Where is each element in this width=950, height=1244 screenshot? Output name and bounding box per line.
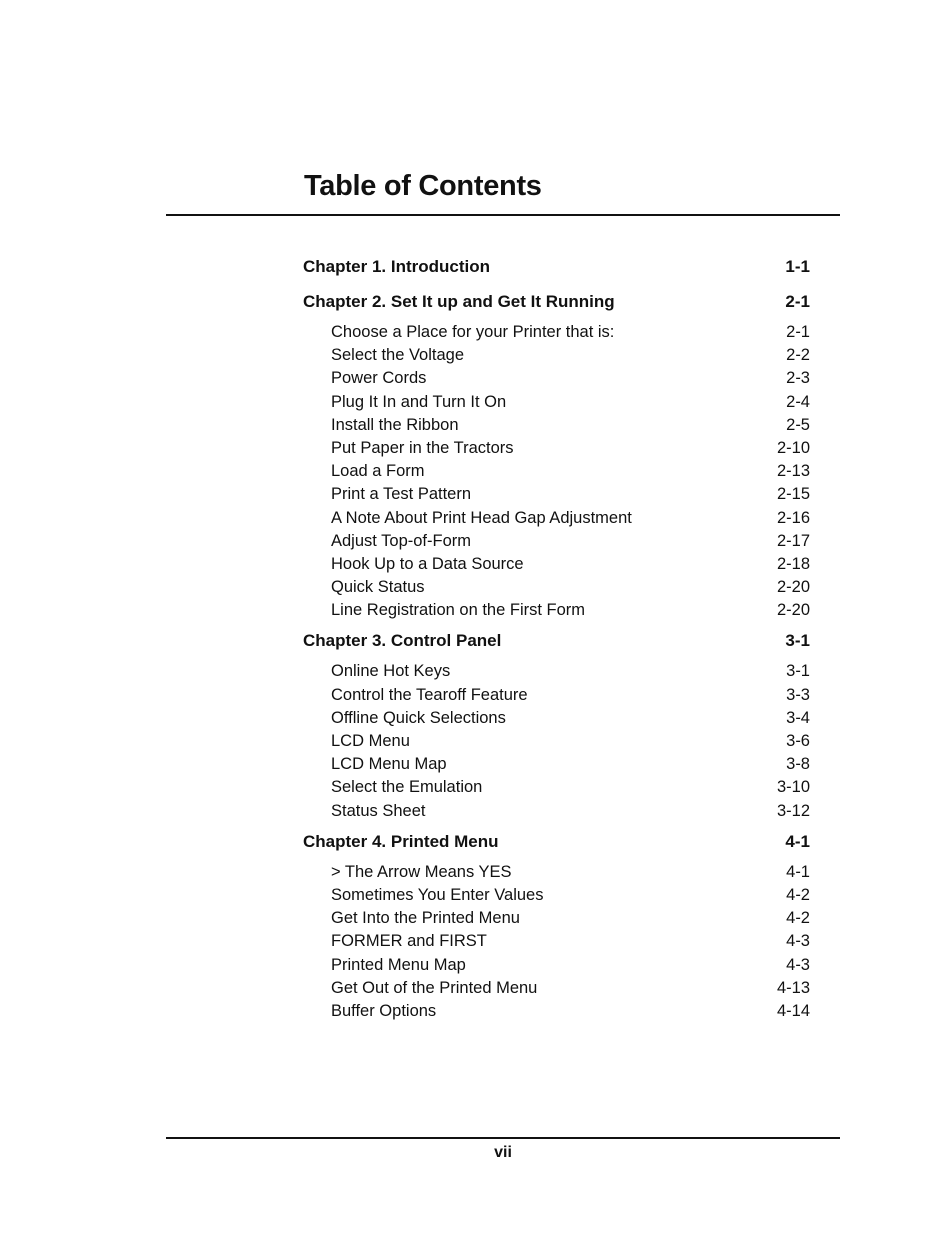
entry-page: 2-13: [776, 462, 810, 481]
toc-entry[interactable]: [303, 684, 810, 707]
entry-page: 3-8: [786, 755, 810, 774]
entry-title: Sometimes You Enter Values: [331, 885, 544, 904]
toc-entry[interactable]: [303, 414, 810, 437]
entry-page: 2-18: [776, 554, 810, 573]
chapter-title: Chapter 4. Printed Menu: [303, 831, 499, 851]
chapter-title: Chapter 3. Control Panel: [303, 631, 502, 651]
entry-page: 2-4: [786, 392, 810, 411]
entry-page: 4-3: [786, 932, 810, 951]
entry-page: 3-6: [786, 732, 810, 750]
toc-entry[interactable]: [303, 367, 810, 390]
entry-title: Adjust Top-of-Form: [331, 531, 471, 550]
toc-entry[interactable]: [303, 930, 810, 953]
entry-title: Get Into the Printed Menu: [331, 909, 520, 928]
toc-entry[interactable]: [303, 730, 810, 753]
entry-title: Online Hot Keys: [331, 662, 451, 681]
toc-entry[interactable]: [303, 977, 810, 1000]
entry-title: Buffer Options: [331, 1001, 437, 1020]
entry-page: 3-10: [776, 778, 810, 797]
toc-chapter[interactable]: [303, 629, 810, 664]
toc-entry[interactable]: [303, 530, 810, 553]
entry-title: Hook Up to a Data Source: [331, 554, 524, 573]
entry-page: 2-3: [786, 369, 810, 388]
chapter-title: Chapter 2. Set It up and Get It Running: [303, 292, 615, 311]
entry-page: 4-3: [786, 955, 810, 974]
chapter-entries: [303, 861, 810, 1023]
toc-entry[interactable]: [303, 800, 810, 823]
entry-page: 3-1: [786, 662, 810, 681]
entry-title: LCD Menu: [331, 732, 410, 750]
entry-page: 3-4: [786, 708, 810, 727]
entry-title: Line Registration on the First Form: [331, 601, 586, 620]
toc-entry[interactable]: [303, 884, 810, 907]
entry-title: LCD Menu Map: [331, 755, 447, 774]
entry-page: 3-12: [776, 801, 810, 820]
chapter-entries: [303, 321, 810, 622]
entry-title: Select the Emulation: [331, 778, 483, 797]
entry-page: 2-1: [786, 323, 810, 341]
entry-title: FORMER and FIRST: [331, 932, 487, 951]
entry-page: 4-2: [786, 885, 810, 904]
entry-title: Printed Menu Map: [331, 955, 466, 974]
toc-entry[interactable]: [303, 954, 810, 977]
bottom-rule: [166, 1137, 840, 1139]
entry-page: 2-10: [776, 438, 810, 457]
entry-title: Status Sheet: [331, 801, 426, 820]
chapter-page: 3-1: [785, 631, 810, 651]
entry-page: 2-15: [776, 485, 810, 504]
chapter-entries: [303, 660, 810, 822]
entry-page: 4-2: [786, 909, 810, 928]
toc-entry[interactable]: [303, 707, 810, 730]
entry-title: Quick Status: [331, 578, 425, 597]
entry-title: Offline Quick Selections: [331, 708, 506, 727]
toc-chapter[interactable]: [303, 290, 810, 325]
toc-entry[interactable]: [303, 460, 810, 483]
toc-entry[interactable]: [303, 507, 810, 530]
entry-title: Load a Form: [331, 462, 425, 481]
toc-entry[interactable]: [303, 344, 810, 367]
toc-entry[interactable]: [303, 576, 810, 599]
entry-title: Select the Voltage: [331, 346, 465, 365]
chapter-title: Chapter 1. Introduction: [303, 257, 490, 276]
table-of-contents: [303, 255, 810, 1030]
entry-page: 4-1: [786, 862, 810, 881]
toc-entry[interactable]: [303, 861, 810, 884]
toc-entry[interactable]: [303, 483, 810, 506]
toc-chapter[interactable]: [303, 255, 810, 290]
top-rule: [166, 214, 840, 216]
chapter-page: 4-1: [785, 831, 810, 851]
chapter-page: 2-1: [785, 292, 810, 311]
toc-entry[interactable]: [303, 321, 810, 344]
toc-entry[interactable]: [303, 1000, 810, 1023]
entry-title: > The Arrow Means YES: [331, 862, 512, 881]
entry-page: 2-2: [786, 346, 810, 365]
toc-chapter[interactable]: [303, 830, 810, 865]
toc-entry[interactable]: [303, 391, 810, 414]
entry-title: Power Cords: [331, 369, 427, 388]
page-title: Table of Contents: [304, 170, 542, 202]
entry-page: 2-17: [776, 531, 810, 550]
entry-title: Control the Tearoff Feature: [331, 685, 528, 704]
entry-title: Plug It In and Turn It On: [331, 392, 507, 411]
entry-page: 2-16: [776, 508, 810, 527]
entry-page: 4-13: [776, 978, 810, 997]
entry-page: 2-20: [776, 601, 810, 620]
toc-entry[interactable]: [303, 776, 810, 799]
toc-entry[interactable]: [303, 437, 810, 460]
chapter-page: 1-1: [785, 257, 810, 276]
entry-title: Choose a Place for your Printer that is:: [331, 323, 615, 341]
entry-title: A Note About Print Head Gap Adjustment: [331, 508, 632, 527]
entry-title: Print a Test Pattern: [331, 485, 472, 504]
toc-entry[interactable]: [303, 599, 810, 622]
entry-title: Install the Ribbon: [331, 415, 459, 434]
page-number: vii: [494, 1144, 512, 1161]
toc-entry[interactable]: [303, 660, 810, 683]
toc-entry[interactable]: [303, 753, 810, 776]
entry-page: 3-3: [786, 685, 810, 704]
entry-page: 4-14: [776, 1001, 810, 1020]
toc-entry[interactable]: [303, 553, 810, 576]
entry-page: 2-20: [776, 578, 810, 597]
toc-entry[interactable]: [303, 907, 810, 930]
entry-page: 2-5: [786, 415, 810, 434]
entry-title: Get Out of the Printed Menu: [331, 978, 538, 997]
entry-title: Put Paper in the Tractors: [331, 438, 514, 457]
